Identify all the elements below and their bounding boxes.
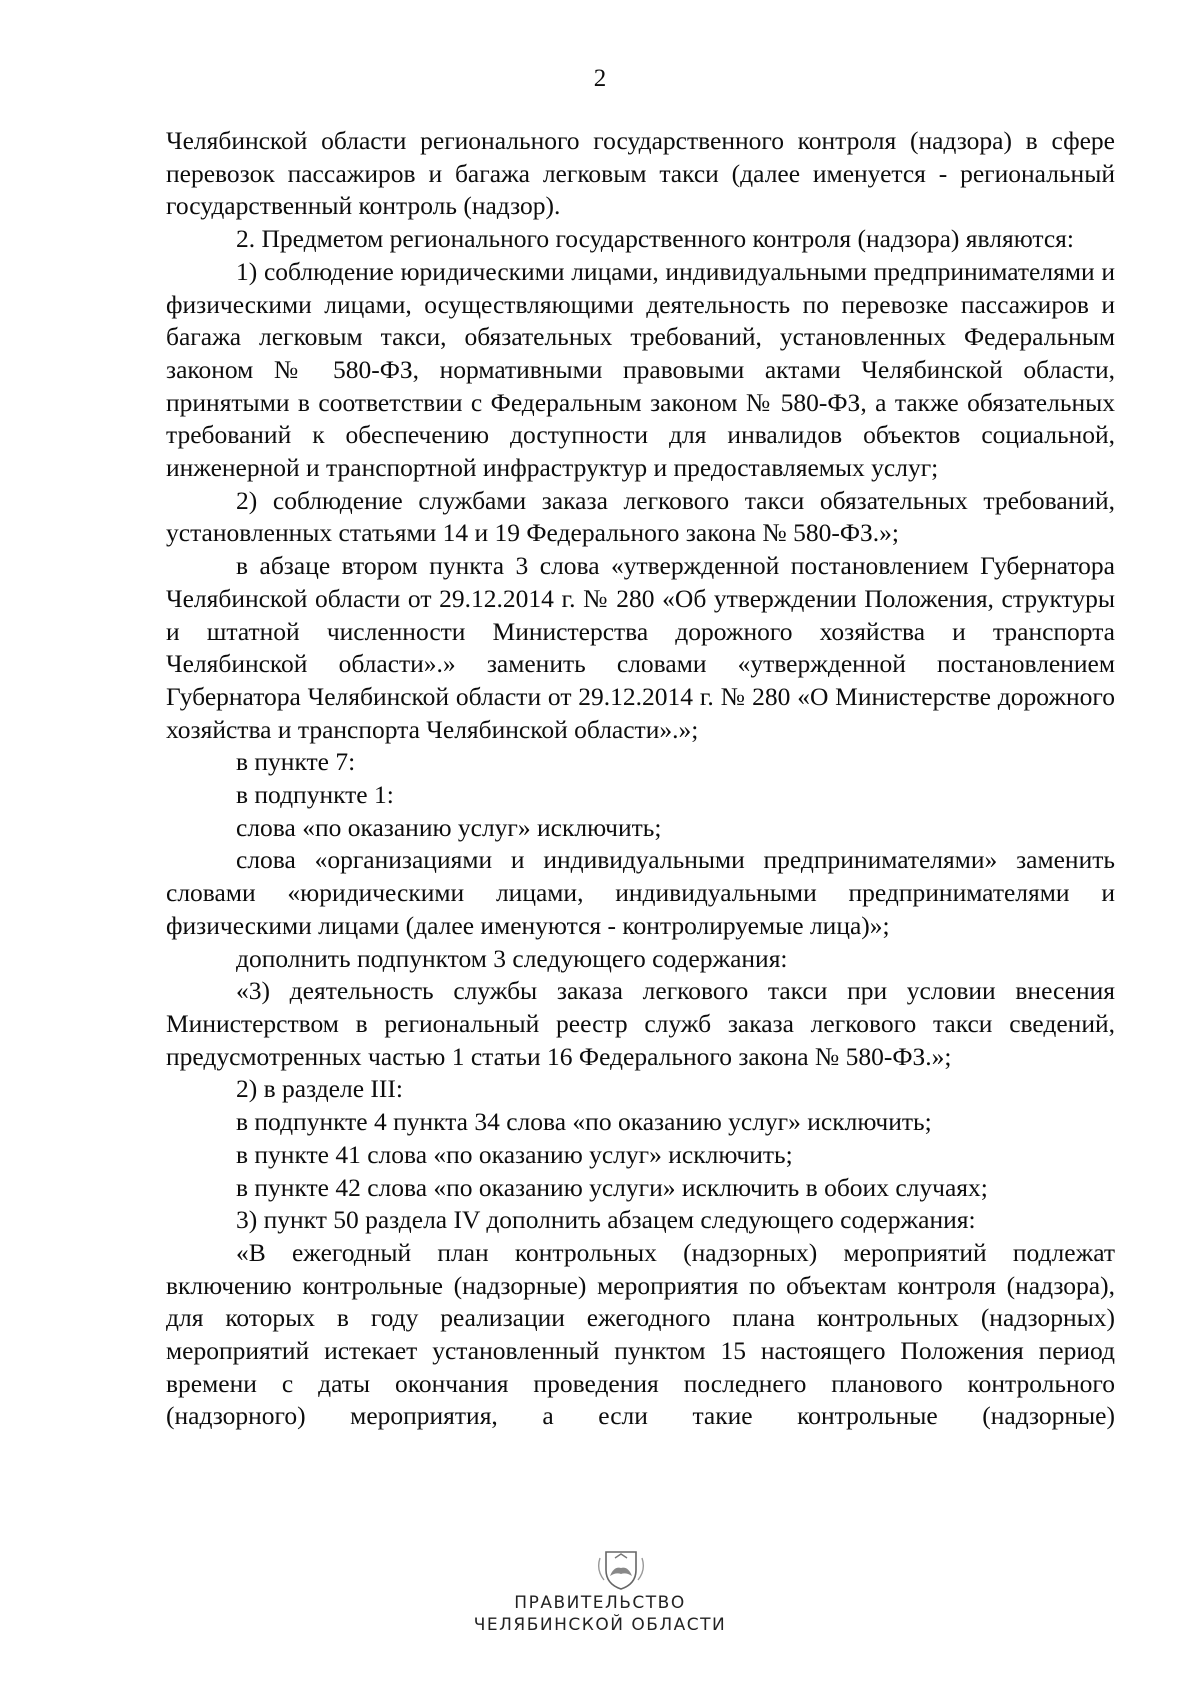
paragraph: в пункте 41 слова «по оказанию услуг» исключить; <box>236 1139 793 1169</box>
coat-of-arms-icon <box>590 1548 652 1590</box>
paragraph: 2) соблюдение службами заказа легкового такси обязательных требований, установленных статьями 14 и 19 Федерального закона № 580-ФЗ.»; <box>166 485 1115 548</box>
government-seal <box>0 1548 1200 1638</box>
paragraph: в пункте 42 слова «по оказанию услуги» исключить в обоих случаях; <box>236 1172 988 1202</box>
paragraph: 2. Предметом регионального государственного контроля (надзора) являются: <box>236 224 1074 254</box>
page-number: 2 <box>593 65 607 92</box>
paragraph: «3) деятельность службы заказа легкового такси при условии внесения Министерством в региональный реестр служб заказа легкового такси сведений, предусмотренных частью 1 статьи 16 Федерального закона № 580-ФЗ.»; <box>166 976 1115 1071</box>
paragraph: в абзаце втором пункта 3 слова «утвержденной постановлением Губернатора Челябинской области от 29.12.2014 г. № 280 «Об утверждении Положения, структуры и штатной численности Министерства дорожного хозяйства и транспорта Челябинской области».» заменить словами «утвержденной постановлением Губернатора Челябинской области от 29.12.2014 г. № 280 «О Министерстве дорожного хозяйства и транспорта Челябинской области».»; <box>166 551 1115 744</box>
paragraph: в подпункте 1: <box>236 780 394 810</box>
document-body <box>166 125 1115 1433</box>
paragraph: слова «по оказанию услуг» исключить; <box>236 812 662 842</box>
paragraph: дополнить подпунктом 3 следующего содержания: <box>236 943 788 973</box>
paragraph: 3) пункт 50 раздела IV дополнить абзацем следующего содержания: <box>236 1205 976 1235</box>
paragraph: 1) соблюдение юридическими лицами, индивидуальными предпринимателями и физическими лицами, осуществляющими деятельность по перевозке пассажиров и багажа легковым такси, обязательных требований, установленных Федеральным законом № 580-ФЗ, нормативными правовыми актами Челябинской области, принятыми в соответствии с Федеральным законом № 580-ФЗ, а также обязательных требований к обеспечению доступности для инвалидов объектов социальной, инженерной и транспортной инфраструктур и предоставляемых услуг; <box>166 256 1115 483</box>
paragraph: Челябинской области регионального государственного контроля (надзора) в сфере перевозок пассажиров и багажа легковым такси (далее именуется - региональный государственный контроль (надзор). <box>166 126 1115 221</box>
paragraph: в пункте 7: <box>236 747 356 777</box>
seal-org-line2: ЧЕЛЯБИНСКОЙ ОБЛАСТИ <box>473 1615 727 1635</box>
paragraph: «В ежегодный план контрольных (надзорных) мероприятий подлежат включению контрольные (надзорные) мероприятия по объектам контроля (надзора), для которых в году реализации ежегодного плана контрольных (надзорных) мероприятий истекает установленный пунктом 15 настоящего Положения период времени с даты окончания проведения последнего планового контрольного (надзорного) мероприятия, а если такие контрольные (надзорные) <box>166 1237 1115 1431</box>
paragraph: слова «организациями и индивидуальными предпринимателями» заменить словами «юридическими лицами, индивидуальными предпринимателями и физическими лицами (далее именуются - контролируемые лица)»; <box>166 845 1115 940</box>
paragraph: 2) в разделе III: <box>236 1074 403 1104</box>
paragraph: в подпункте 4 пункта 34 слова «по оказанию услуг» исключить; <box>236 1107 932 1137</box>
seal-org-line1: ПРАВИТЕЛЬСТВО <box>514 1593 686 1613</box>
